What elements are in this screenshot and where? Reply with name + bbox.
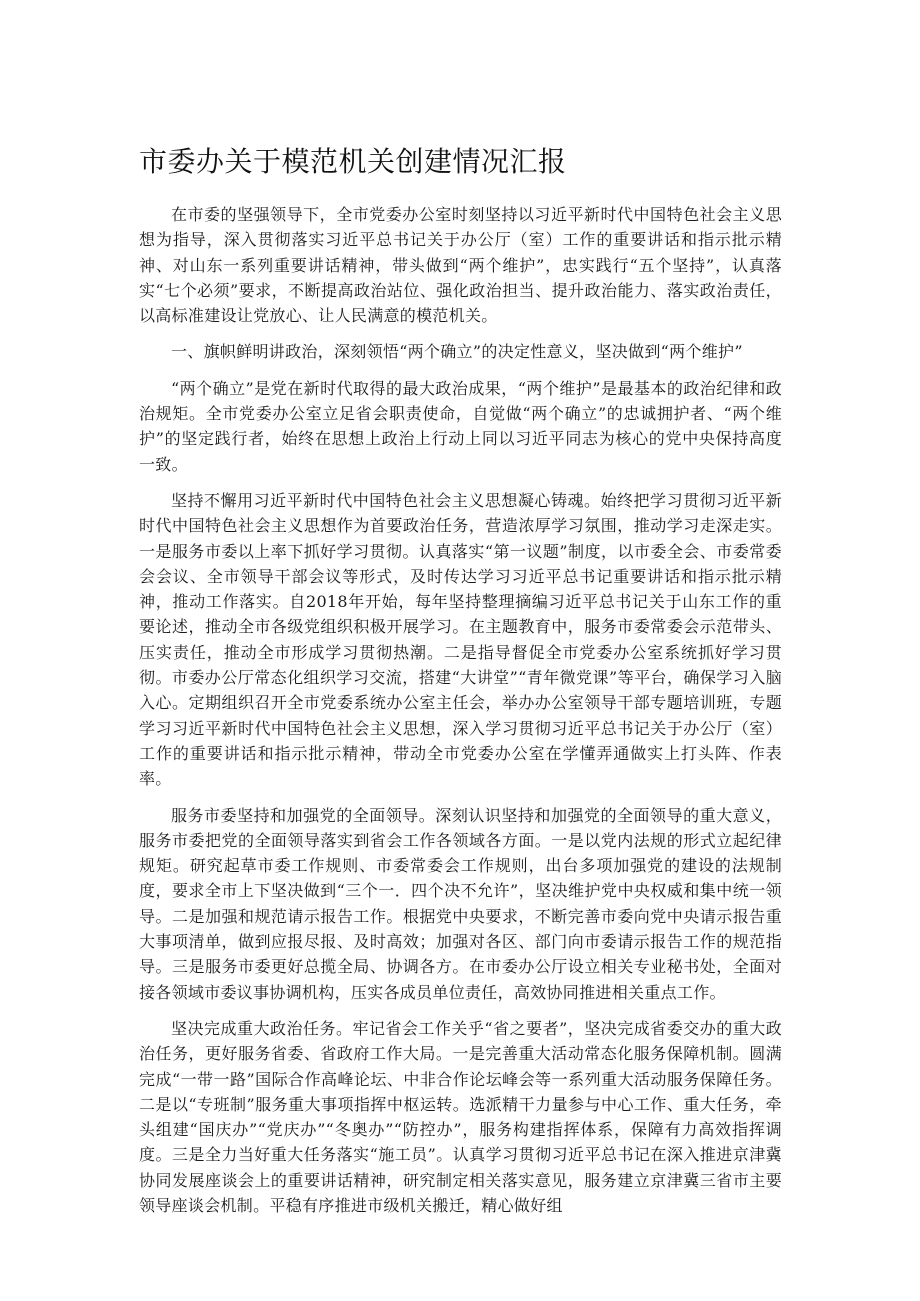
body-paragraph: “两个确立”是党在新时代取得的最大政治成果，“两个维护”是最基本的政治纪律和政治规矩。全市党委办公室立足省会职责使命，自觉做“两个确立”的忠诚拥护者、“两个维护”的坚定践行者，始终在思想上政治上行动上同以习近平同志为核心的党中央保持高度一致。 (139, 378, 782, 474)
body-paragraph: 服务市委坚持和加强党的全面领导。深刻认识坚持和加强党的全面领导的重大意义，服务市委把党的全面领导落实到省会工作各领域各方面。一是以党内法规的形式立起纪律规矩。研究起草市委工作规则、市委常委会工作规则，出台多项加强党的建设的法规制度，要求全市上下坚决做到“三个一．四个决不允许”，坚决维护党中央权威和集中统一领导。二是加强和规范请示报告工作。根据党中央要求，不断完善市委向党中央请示报告重大事项清单，做到应报尽报、及时高效；加强对各区、部门向市委请示报告工作的规范指导。三是服务市委更好总揽全局、协调各方。在市委办公厅设立相关专业秘书处，全面对接各领域市委议事协调机构，压实各成员单位责任，高效协同推进相关重点工作。 (139, 805, 782, 1002)
section-heading: 一、旗帜鲜明讲政治，深刻领悟“两个确立”的决定性意义，坚决做到“两个维护” (171, 342, 743, 362)
body-paragraph: 坚持不懈用习近平新时代中国特色社会主义思想凝心铸魂。始终把学习贯彻习近平新时代中国特色社会主义思想作为首要政治任务，营造浓厚学习氛围，推动学习走深走实。一是服务市委以上率下抓好学习贯彻。认真落实“第一议题”制度，以市委全会、市委常委会会议、全市领导干部会议等形式，及时传达学习习近平总书记重要讲话和指示批示精神，推动工作落实。自2018年开始，每年坚持整理摘编习近平总书记关于山东工作的重要论述，推动全市各级党组织积极开展学习。在主题教育中，服务市委常委会示范带头、压实责任，推动全市形成学习贯彻热潮。二是指导督促全市党委办公室系统抓好学习贯彻。市委办公厅常态化组织学习交流，搭建“大讲堂”“青年微党课”等平台，确保学习入脑入心。定期组织召开全市党委系统办公室主任会，举办办公室领导干部专题培训班，专题学习习近平新时代中国特色社会主义思想，深入学习贯彻习近平总书记关于办公厅（室）工作的重要讲话和指示批示精神，带动全市党委办公室在学懂弄通做实上打头阵、作表率。 (139, 490, 782, 789)
intro-paragraph: 在市委的坚强领导下，全市党委办公室时刻坚持以习近平新时代中国特色社会主义思想为指导，深入贯彻落实习近平总书记关于办公厅（室）工作的重要讲话和指示批示精神、对山东一系列重要讲话精神，带头做到“两个维护”，忠实践行“五个坚持”，认真落实“七个必须”要求，不断提高政治站位、强化政治担当、提升政治能力、落实政治责任，以高标准建设让党放心、让人民满意的模范机关。 (139, 205, 782, 326)
body-paragraph: 坚决完成重大政治任务。牢记省会工作关乎“省之要者”，坚决完成省委交办的重大政治任务，更好服务省委、省政府工作大局。一是完善重大活动常态化服务保障机制。圆满完成“一带一路”国际合作高峰论坛、中非合作论坛峰会等一系列重大活动服务保障任务。二是以“专班制”服务重大事项指挥中枢运转。选派精干力量参与中心工作、重大任务，牵头组建“国庆办”“党庆办”“冬奥办”“防控办”，服务构建指挥体系，保障有力高效指挥调度。三是全力当好重大任务落实“施工员”。认真学习贯彻习近平总书记在深入推进京津冀协同发展座谈会上的重要讲话精神，研究制定相关落实意见，服务建立京津冀三省市主要领导座谈会机制。平稳有序推进市级机关搬迁，精心做好组 (139, 1018, 782, 1215)
document-title: 市委办关于模范机关创建情况汇报 (139, 145, 567, 178)
